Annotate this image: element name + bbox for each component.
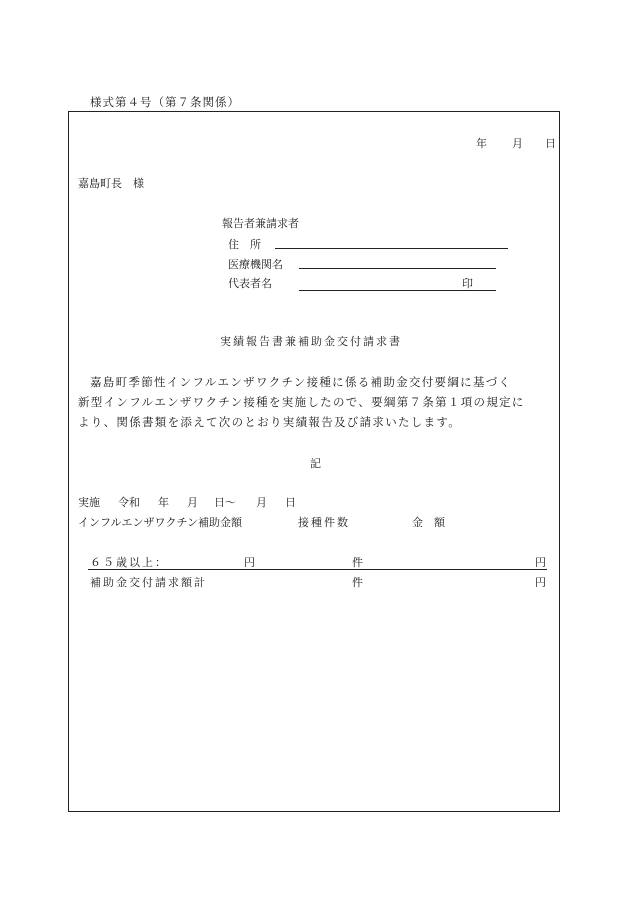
body-line-2: 新型インフルエンザワクチン接種を実施したので、要綱第７条第１項の規定に [78,395,525,409]
row-age-65-amount: 円 [535,556,546,569]
address-label: 住 所 [228,238,261,251]
row-age-65-label: ６５歳以上： [90,556,168,569]
institution-line [299,268,496,269]
ki-label: 記 [310,457,321,470]
period-era: 令和 [118,496,140,509]
header-amount: 金 額 [412,516,445,529]
period-month: 月 [187,496,198,509]
document-title: 実績報告書兼補助金交付請求書 [220,335,402,348]
seal-mark: 印 [462,277,473,290]
row-divider [88,569,547,570]
representative-line [299,290,496,291]
row-total-label: 補助金交付請求額計 [90,576,207,589]
form-number: 様式第４号（第７条関係） [90,95,240,109]
date-day: 日 [545,137,556,150]
period-day: 日～ [214,496,236,509]
date-year: 年 [476,137,487,150]
header-count: 接種件数 [298,516,350,529]
period-end-month: 月 [256,496,267,509]
address-line [275,248,508,249]
period-year: 年 [158,496,169,509]
header-subsidy-amount: インフルエンザワクチン補助金額 [78,516,243,529]
representative-label: 代表者名 [228,277,272,290]
body-line-1: 嘉島町季節性インフルエンザワクチン接種に係る補助金交付要綱に基づく [90,375,512,389]
body-line-3: より、関係書類を添えて次のとおり実績報告及び請求いたします。 [78,415,462,429]
date-month: 月 [512,137,523,150]
addressee: 嘉島町長 様 [78,177,144,190]
row-total-count: 件 [352,576,363,589]
row-age-65-count: 件 [352,556,363,569]
period-end-day: 日 [285,496,296,509]
applicant-heading: 報告者兼請求者 [222,217,299,230]
row-total-amount: 円 [535,576,546,589]
institution-label: 医療機関名 [228,258,283,271]
row-age-65-unit-price: 円 [244,556,255,569]
period-label: 実施 [78,496,100,509]
